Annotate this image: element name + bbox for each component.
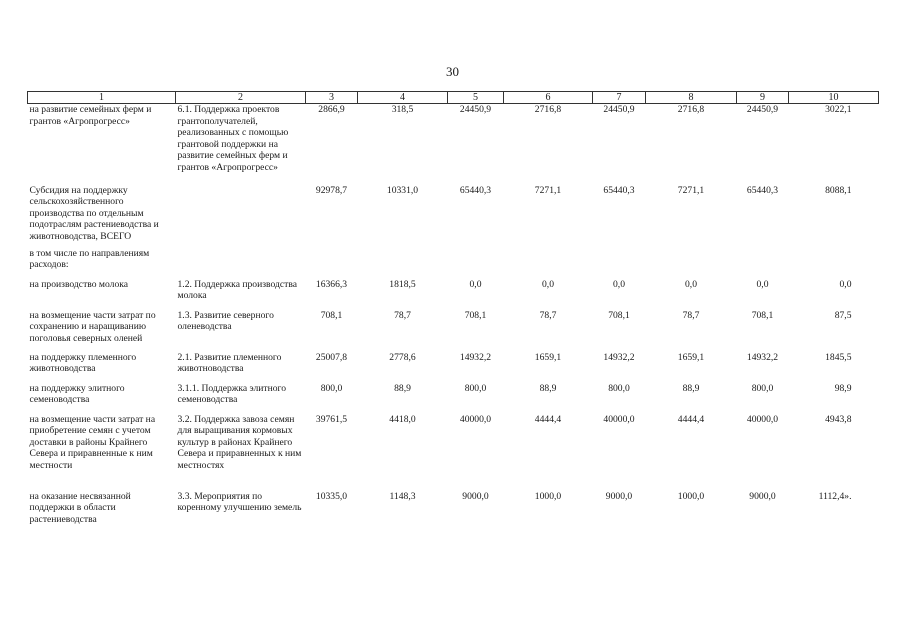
value-cell-col-8: 78,7 (682, 309, 700, 321)
value-cell-col-8: 1000,0 (677, 490, 705, 502)
expense-direction-cell: на оказание несвязанной поддержки в области растениеводства (29, 490, 131, 525)
value-cell-col-3: 708,1 (320, 309, 343, 321)
col-header-9: 9 (737, 92, 789, 104)
value-cell-col-8: 2716,8 (677, 104, 705, 115)
measure-cell: 3.1.1. Поддержка элитного семеноводства (177, 382, 287, 406)
value-cell-col-9: 24450,9 (746, 104, 779, 115)
value-cell-col-9: 14932,2 (746, 351, 779, 363)
value-cell-col-7: 24450,9 (603, 104, 635, 115)
table-row (28, 414, 879, 491)
col-header-8: 8 (646, 92, 737, 104)
value-cell-col-4: 78,7 (394, 309, 411, 321)
value-cell-col-10: 87,5 (834, 309, 852, 321)
value-cell-col-9: 65440,3 (746, 184, 779, 196)
value-cell-col-5: 0,0 (469, 278, 482, 290)
value-cell-col-3 (306, 248, 358, 279)
value-cell-col-7: 708,1 (608, 309, 630, 321)
value-cell-col-3: 2866,9 (318, 104, 345, 115)
measure-cell: 2.1. Развитие племенного животноводства (177, 351, 282, 375)
col-header-6: 6 (504, 92, 593, 104)
value-cell-col-9: 0,0 (756, 278, 769, 290)
value-cell-col-6: 1000,0 (534, 490, 562, 502)
budget-table (27, 91, 879, 533)
value-cell-col-3: 39761,5 (315, 413, 348, 425)
measure-cell: 6.1. Поддержка проектов грантополучателей, реализованных с помощью грантовой поддержки на развитие семейных ферм и грантов «Агропрогресс» (177, 104, 289, 173)
value-cell-col-5: 14932,2 (459, 351, 492, 363)
value-cell-col-10: 1112,4». (818, 490, 852, 502)
value-cell-col-8: 0,0 (685, 278, 697, 290)
value-cell-col-3: 800,0 (320, 382, 343, 394)
value-cell-col-10: 8088,1 (825, 184, 852, 196)
value-cell-col-4: 1148,3 (389, 490, 416, 502)
expense-direction-cell: на возмещение части затрат на приобретение семян с учетом доставки в районы Крайнего Севера и приравненные к ним местности (29, 413, 156, 471)
col-header-4: 4 (358, 92, 448, 104)
value-cell-col-4: 88,9 (394, 382, 411, 394)
value-cell-col-6: 7271,1 (534, 184, 562, 196)
table-row (28, 104, 879, 185)
col-header-1: 1 (28, 92, 176, 104)
expense-direction-cell: на поддержку племенного животноводства (29, 351, 137, 375)
value-cell-col-6: 88,9 (539, 382, 557, 394)
value-cell-col-5 (448, 248, 504, 279)
value-cell-col-9: 9000,0 (749, 490, 776, 502)
value-cell-col-7: 14932,2 (603, 351, 635, 363)
value-cell-col-7: 65440,3 (603, 184, 635, 196)
value-cell-col-10: 0,0 (839, 278, 852, 290)
expense-direction-cell: в том числе по направлениям расходов: (29, 247, 150, 271)
measure-cell: 3.3. Мероприятия по коренному улучшению земель (177, 490, 302, 514)
table-row (28, 279, 879, 310)
value-cell-col-10: 3022,1 (825, 104, 852, 115)
value-cell-col-10: 1845,5 (825, 351, 852, 363)
measure-cell (176, 185, 306, 248)
header-row (28, 92, 879, 104)
value-cell-col-3: 10335,0 (315, 490, 348, 502)
value-cell-col-4: 318,5 (391, 104, 414, 115)
col-header-10: 10 (789, 92, 879, 104)
table-row (28, 491, 879, 533)
value-cell-col-5: 9000,0 (462, 490, 489, 502)
value-cell-col-8: 1659,1 (677, 351, 705, 363)
expense-direction-cell: на возмещение части затрат по сохранению и наращиванию поголовья северных оленей (29, 309, 156, 344)
expense-direction-cell: на развитие семейных ферм и грантов «Агропрогресс» (29, 104, 152, 127)
measure-cell: 1.3. Развитие северного оленеводства (177, 309, 274, 333)
value-cell-col-7: 9000,0 (605, 490, 633, 502)
value-cell-col-5: 800,0 (464, 382, 487, 394)
value-cell-col-6: 4444,4 (534, 413, 562, 425)
value-cell-col-6: 2716,8 (534, 104, 562, 115)
table-row (28, 352, 879, 383)
value-cell-col-7 (593, 248, 646, 279)
value-cell-col-5: 65440,3 (459, 184, 492, 196)
value-cell-col-9: 40000,0 (746, 413, 779, 425)
value-cell-col-6 (504, 248, 593, 279)
value-cell-col-6: 1659,1 (534, 351, 562, 363)
value-cell-col-5: 40000,0 (459, 413, 492, 425)
value-cell-col-10: 98,9 (834, 382, 852, 394)
value-cell-col-9: 708,1 (751, 309, 774, 321)
expense-direction-cell: на производство молока (29, 278, 129, 290)
value-cell-col-4: 4418,0 (389, 413, 416, 425)
value-cell-col-7: 800,0 (608, 382, 630, 394)
measure-cell (176, 248, 306, 279)
value-cell-col-8: 7271,1 (677, 184, 705, 196)
value-cell-col-7: 40000,0 (603, 413, 635, 425)
table-row (28, 185, 879, 248)
value-cell-col-10 (789, 248, 879, 279)
value-cell-col-6: 0,0 (542, 278, 554, 290)
value-cell-col-10: 4943,8 (825, 413, 852, 425)
value-cell-col-4 (358, 248, 448, 279)
measure-cell: 1.2. Поддержка производства молока (177, 278, 297, 302)
expense-direction-cell: Субсидия на поддержку сельскохозяйственного производства по отдельным подотраслям растениеводства и животноводства, ВСЕГО (29, 184, 159, 242)
value-cell-col-4: 10331,0 (386, 184, 419, 196)
page-number: 30 (446, 64, 459, 79)
value-cell-col-8: 88,9 (682, 382, 700, 394)
value-cell-col-7: 0,0 (613, 278, 625, 290)
value-cell-col-5: 24450,9 (459, 104, 492, 115)
table-row (28, 310, 879, 352)
value-cell-col-3: 25007,8 (315, 351, 348, 363)
table-row (28, 383, 879, 414)
expense-direction-cell: на поддержку элитного семеноводства (29, 382, 125, 406)
value-cell-col-4: 1818,5 (389, 278, 416, 290)
col-header-7: 7 (593, 92, 646, 104)
col-header-2: 2 (176, 92, 306, 104)
value-cell-col-6: 78,7 (539, 309, 557, 321)
value-cell-col-5: 708,1 (464, 309, 487, 321)
value-cell-col-9 (737, 248, 789, 279)
value-cell-col-3: 16366,3 (315, 278, 348, 290)
value-cell-col-9: 800,0 (751, 382, 774, 394)
value-cell-col-4: 2778,6 (389, 351, 416, 363)
value-cell-col-3: 92978,7 (315, 184, 348, 196)
value-cell-col-8 (646, 248, 737, 279)
value-cell-col-8: 4444,4 (677, 413, 705, 425)
col-header-3: 3 (306, 92, 358, 104)
measure-cell: 3.2. Поддержка завоза семян для выращивания кормовых культур в районах Крайнего Севера и приравненных к ним местностях (177, 413, 302, 471)
col-header-5: 5 (448, 92, 504, 104)
table-row (28, 248, 879, 279)
